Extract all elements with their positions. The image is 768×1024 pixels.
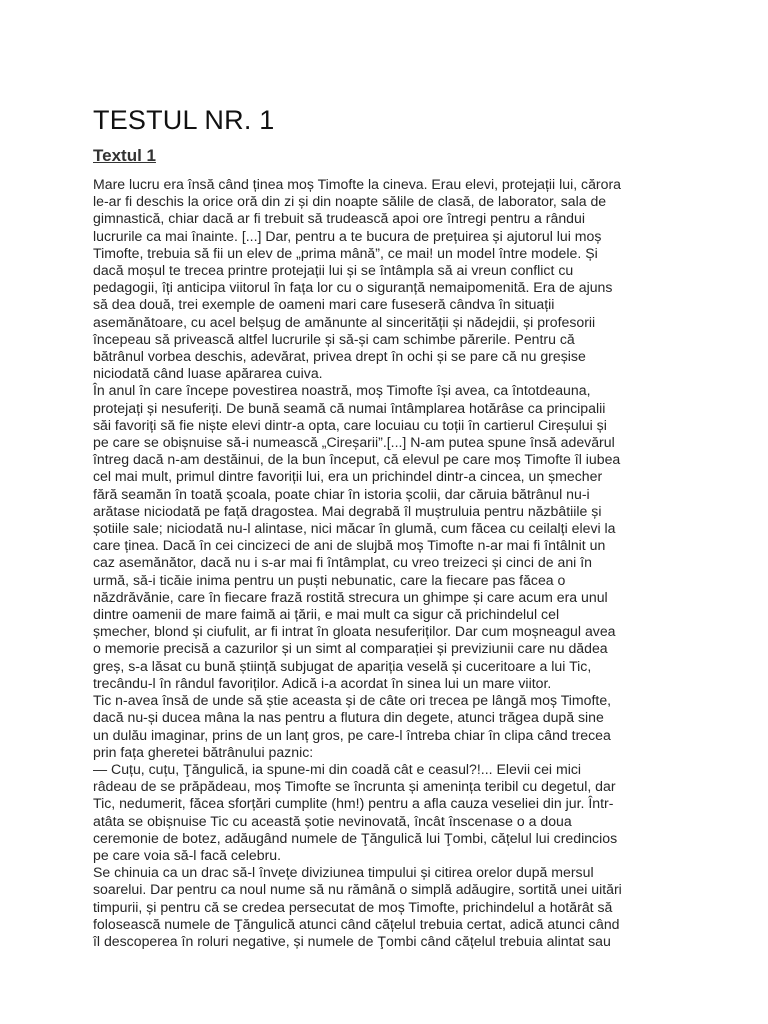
- text-line: dacă nu-și ducea mâna la nas pentru a flutura din degete, atunci trăgea după sine: [93, 709, 604, 726]
- text-line: protejați și nesuferiți. De bună seamă că numai întâmplarea hotărâse ca principalii: [93, 399, 606, 416]
- text-line: pe care se obișnuise să-i numească „Cireșarii”.[...] N-am putea spune însă adevărul: [93, 434, 615, 451]
- text-line: îl descoperea în roluri negative, și numele de Ţombi când cățelul trebuia alintat sau: [93, 932, 611, 949]
- text-line: Se chinuia ca un drac să-l învețe diviziunea timpului și citirea orelor după mersul: [93, 864, 594, 881]
- document-title: TESTUL NR. 1: [93, 105, 275, 135]
- text-line: atâta se obișnuise Tic cu această șotie nevinovată, încât înscenase o a doua: [93, 812, 572, 829]
- text-line: dintre oamenii de mare faimă ai țării, e mai mult ca sigur că prichindelul cel: [93, 606, 560, 623]
- text-line: o memorie precisă a cazurilor și un simt al comparației și previziunii care nu dădea: [93, 640, 608, 657]
- text-line: gimnastică, chiar dacă ar fi trebuit să trudească apoi ore întregi pentru a rândui: [93, 210, 585, 227]
- text-line: întreg dacă n-am destăinui, de la bun început, că elevul pe care moș Timofte îl iubea: [93, 451, 621, 468]
- text-line: pedagogii, îți anticipa viitorul în fața lor cu o siguranță nemaipomenită. Era de ajuns: [93, 279, 613, 296]
- text-line: șmecher, blond și ciufulit, ar fi intrat în gloata nesuferiților. Dar cum moșneagul avea: [93, 623, 616, 640]
- text-line: năzdrăvănie, care în fiecare frază rostită strecura un ghimpe și care acum era unul: [93, 588, 608, 605]
- document-page: [93, 103, 675, 950]
- text-line: soarelui. Dar pentru ca noul nume să nu rămână o simplă adăugire, sortită unei uitări: [93, 881, 622, 898]
- section-heading: Textul 1: [93, 146, 156, 165]
- text-line: timpurii, și pentru că se credea persecutat de moș Timofte, prichindelul a hotărât să: [93, 898, 613, 915]
- text-line: șotiile sale; niciodată nu-l alintase, nici măcar în glumă, cum făcea cu ceilalți elevi la: [93, 520, 616, 537]
- text-line: bătrânul vorbea deschis, adevărat, privea drept în ochi și se pare că nu greșise: [93, 348, 586, 365]
- text-line: prin fața gheretei bătrânului paznic:: [93, 743, 314, 760]
- text-line: care ținea. Dacă în cei cincizeci de ani de slujbă moș Timofte n-ar mai fi întâlnit un: [93, 537, 606, 554]
- text-line: caz asemănător, dacă nu i s-ar mai fi întâmplat, cu vreo treizeci și cinci de ani în: [93, 554, 592, 571]
- text-line: lucrurile ca mai înainte. [...] Dar, pentru a te bucura de prețuirea și ajutorul lui moș: [93, 227, 602, 244]
- text-line: asemănătoare, cu acel belșug de amănunte al sincerității și nădejdii, și profesorii: [93, 313, 596, 330]
- text-line: trecându-l în rândul favoriților. Adică i-a acordat în sinea lui un mare viitor.: [93, 674, 552, 691]
- text-line: un dulău imaginar, prins de un lanț gros, pe care-l întreba chiar în clipa când trecea: [93, 726, 611, 743]
- text-line: să dea două, trei exemple de oameni mari care fuseseră cândva în situații: [93, 296, 555, 313]
- text-line: greș, s-a lăsat cu bună știință subjugat de apariția veselă și cuceritoare a lui Tic,: [93, 657, 592, 674]
- text-line: arătase niciodată pe față dragostea. Mai degrabă îl muștruluia pentru năzbâtiile și: [93, 502, 602, 519]
- text-line: urmă, să-i ticăie inima pentru un puști nebunatic, care la fiecare pas făcea o: [93, 571, 566, 588]
- text-line: săi favoriți să fie niște elevi dintr-a opta, care locuiau cu toții în cartierul Cireșului și: [93, 416, 607, 433]
- text-line: fără seamăn în toată școala, poate chiar în istoria școlii, dar căruia bătrânul nu-i: [93, 485, 590, 502]
- text-line: pe care voia să-l facă celebru.: [93, 846, 282, 863]
- text-line: începeau să privească altfel lucrurile și să-și cam schimbe părerile. Pentru că: [93, 330, 575, 347]
- text-line: dacă moșul te trecea printre protejații lui și se întâmpla să ai vreun conflict cu: [93, 262, 574, 279]
- text-line: folosească numele de Ţăngulică atunci când cățelul trebuia certat, adică atunci când: [93, 915, 620, 932]
- text-line: cel mai mult, primul dintre favoriții lui, era un prichindel dintr-a cincea, un șmecher: [93, 468, 603, 485]
- text-line: ceremonie de botez, adăugând numele de Ţăngulică lui Ţombi, cățelul lui credincios: [93, 829, 618, 846]
- text-line: râdeau de se prăpădeau, moș Timofte se încrunta și amenința teribil cu degetul, dar: [93, 778, 616, 795]
- text-line: le-ar fi deschis la orice oră din zi și din noapte sălile de clasă, de laborator, sala de: [93, 193, 607, 210]
- text-line: Mare lucru era însă când ținea moș Timofte la cineva. Erau elevi, protejații lui, cărora: [93, 176, 621, 192]
- text-line: Tic n-avea însă de unde să știe aceasta și de câte ori trecea pe lângă moș Timofte,: [93, 692, 612, 709]
- text-line: Tic, nedumerit, făcea sforțări cumplite (hm!) pentru a afla cauza veseliei din jur. Într-: [93, 795, 614, 812]
- text-line: niciodată când luase apărarea cuiva.: [93, 365, 323, 382]
- text-line: — Cuțu, cuțu, Ţăngulică, ia spune-mi din coadă cât e ceasul?!... Elevii cei mici: [93, 760, 582, 777]
- document-body: [93, 176, 675, 950]
- text-line: În anul în care începe povestirea noastră, moș Timofte își avea, ca întotdeauna,: [93, 382, 591, 399]
- text-line: Timofte, trebuia să fii un elev de „prima mână”, ce mai! un model între modele. Și: [93, 244, 598, 261]
